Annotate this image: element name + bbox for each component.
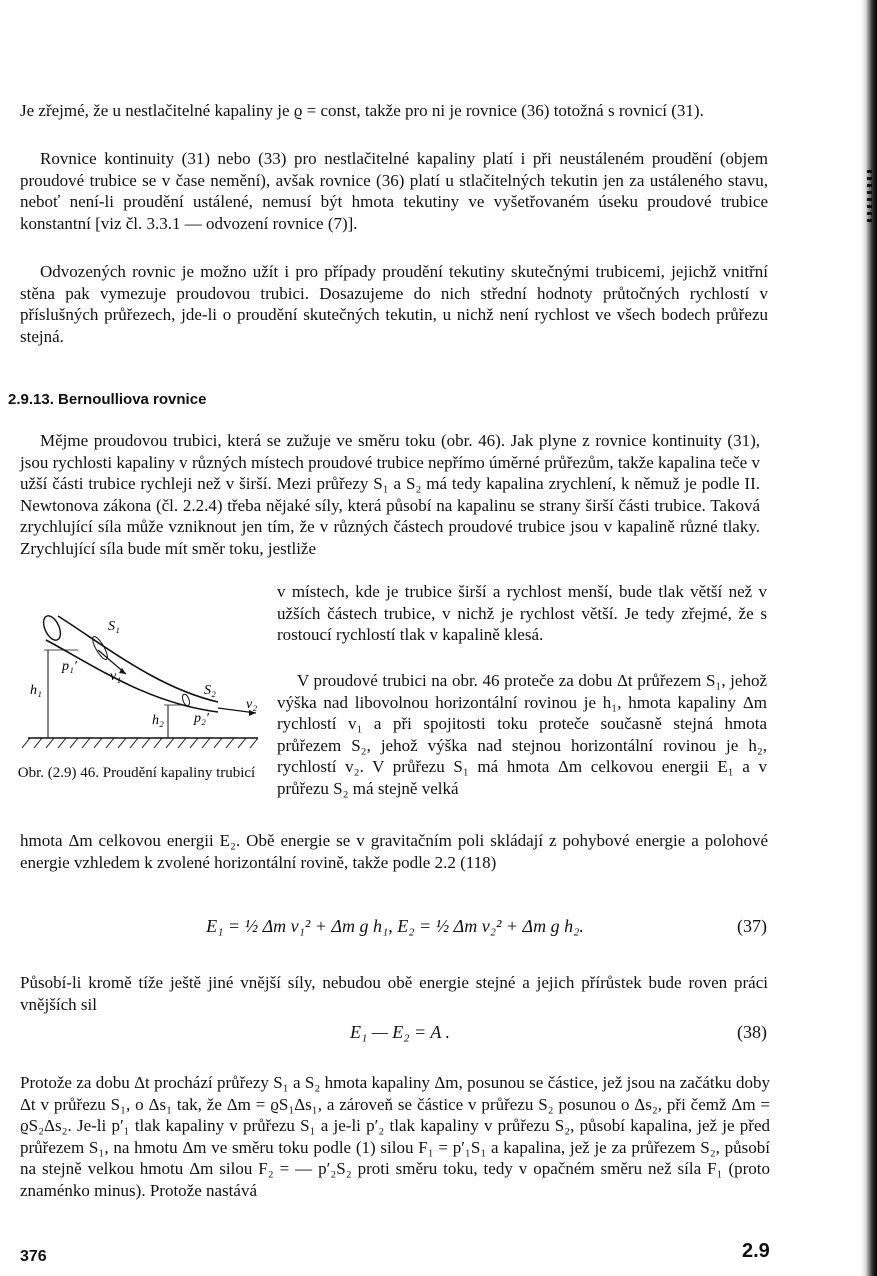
paragraph-pressure-velocity: v místech, kde je trubice širší a rychlost menší, bude tlak větší než v užších částech trubice, v nichž je rychlost větší. Je tedy zřejmé, že s rostoucí rychlostí tlak v kapalině klesá. xyxy=(277,582,767,645)
label-s2: S₂ xyxy=(204,683,216,698)
figure-46 xyxy=(18,598,268,758)
paragraph-flow-tube-intro: Mějme proudovou trubici, která se zužuje ve směru toku (obr. 46). Jak plyne z rovnice kontinuity (31), jsou rychlosti kapaliny v různých místech proudové trubice nepřímo úměrné průřezům, takže kapalina teče v užší části trubice rychleji než v širší. Mezi průřezy S₁ a S₂ má tedy kapalina zrychlení, k němuž je podle II. Newtonova zákona (čl. 2.2.4) třeba nějaké síly, která působí na kapalinu se strany širší části trubice. Taková zrychlující síla může vzniknout jen tím, že v různých částech proudové trubice jsou v kapalině různé tlaky. Zrychlující síla bude mít směr toku, jestliže xyxy=(20,431,760,558)
paragraph-external-forces: Působí-li kromě tíže ještě jiné vnější síly, nebudou obě energie stejné a jejich přírůstek bude roven práci vnějších sil xyxy=(20,973,768,1014)
figure-caption: Obr. (2.9) 46. Proudění kapaliny trubicí xyxy=(17,765,256,781)
tube-lower-wall xyxy=(46,640,218,712)
label-p1: p₁′ xyxy=(62,659,77,674)
paragraph-forces-pressure: Protože za dobu Δt prochází průřezy S₁ a S₂ hmota kapaliny Δm, posunou se částice, jež jsou na začátku doby Δt v průřezu S₁, o Δs₁ tak, že Δm = ϱS₁Δs₁, a zároveň se částice v průřezu S₂ posunou o Δs₂, při čemž Δm = ϱS₂Δs₂. Je-li p′₁ tlak kapaliny v průřezu S₁ a je-li p′₂ tlak kapaliny v průřezu S₂, působí kapalina, jež je před průřezem S₁, na hmotu Δm ve směru toku podle (1) silou F₁ = p′₁S₁ a kapalina, jež je za průřezem S₂, působí na stejně velkou hmotu Δm silou F₂ = — p′₂S₂ proti směru toku, tedy v opačném směru než síla F₁ (proto znaménko minus). Protože nastává xyxy=(20,1073,770,1200)
section-heading: 2.9.13. Bernoulliova rovnice xyxy=(8,391,207,408)
equation-38-number: (38) xyxy=(737,1022,767,1042)
equation-37-body: E₁ = ½ Δm v₁² + Δm g h₁, E₂ = ½ Δm v₂² + Δm g h₂. xyxy=(206,916,584,936)
label-h2: h₂ xyxy=(152,713,164,728)
paragraph-unsteady-flow: Rovnice kontinuity (31) nebo (33) pro nestlačitelné kapaliny platí i při neustáleném proudění (objem proudové trubice se v čase nemění), avšak rovnice (36) platí u stlačitelných tekutin jen za ustáleného stavu, neboť není-li proudění ustálené, nemusí být hmota tekutiny ve vyšetřovaném úseku proudové trubice konstantní [viz čl. 3.3.1 — odvození rovnice (7)]. xyxy=(20,149,768,233)
paragraph-real-tubes: Odvozených rovnic je možno užít i pro případy proudění tekutiny skutečnými trubicemi, jejichž vnitřní stěna pak vymezuje proudovou trubici. Dosazujeme do nich střední hodnoty průtočných rychlostí v příslušných průřezech, jde-li o proudění skutečných tekutin, u nichž není rychlost ve všech bodech průřezu stejná. xyxy=(20,262,768,346)
label-v1: v₁ xyxy=(110,669,122,684)
paragraph-energy-components: hmota Δm celkovou energii E₂. Obě energie se v gravitačním poli skládají z pohybové energie a polohové energie vzhledem k zvolené horizontální rovině, takže podle 2.2 (118) xyxy=(20,831,768,872)
section-number: 2.9 xyxy=(742,1240,770,1262)
edge-marks xyxy=(867,170,872,225)
label-s1: S₁ xyxy=(108,619,120,634)
page-number: 376 xyxy=(20,1248,47,1265)
paragraph-energy-sections: V proudové trubici na obr. 46 proteče za dobu Δt průřezem S₁, jehož výška nad libovolnou horizontální rovinou je h₁, hmota kapaliny Δm rychlostí v₁ a při spojitosti toku proteče současně stejná hmota průřezem S₂, jehož výška nad stejnou horizontální rovinou je h₂, rychlostí v₂. V průřezu S₁ má hmota Δm celkovou energii E₁ a v průřezu S₂ má stejně velká xyxy=(277,671,767,798)
paragraph-continuity-incompressible: Je zřejmé, že u nestlačitelné kapaliny je ϱ = const, takže pro ni je rovnice (36) totožná s rovnicí (31). xyxy=(20,101,704,120)
label-v2: v₂ xyxy=(246,697,258,712)
equation-38-body: E₁ — E₂ = A . xyxy=(349,1022,450,1042)
equation-37-number: (37) xyxy=(737,916,767,936)
page-edge-shadow xyxy=(861,0,877,1276)
label-h1: h₁ xyxy=(30,683,42,698)
ground-hatching xyxy=(22,738,258,748)
flow-tube-diagram xyxy=(18,598,268,758)
label-p2: p₂′ xyxy=(194,711,209,726)
